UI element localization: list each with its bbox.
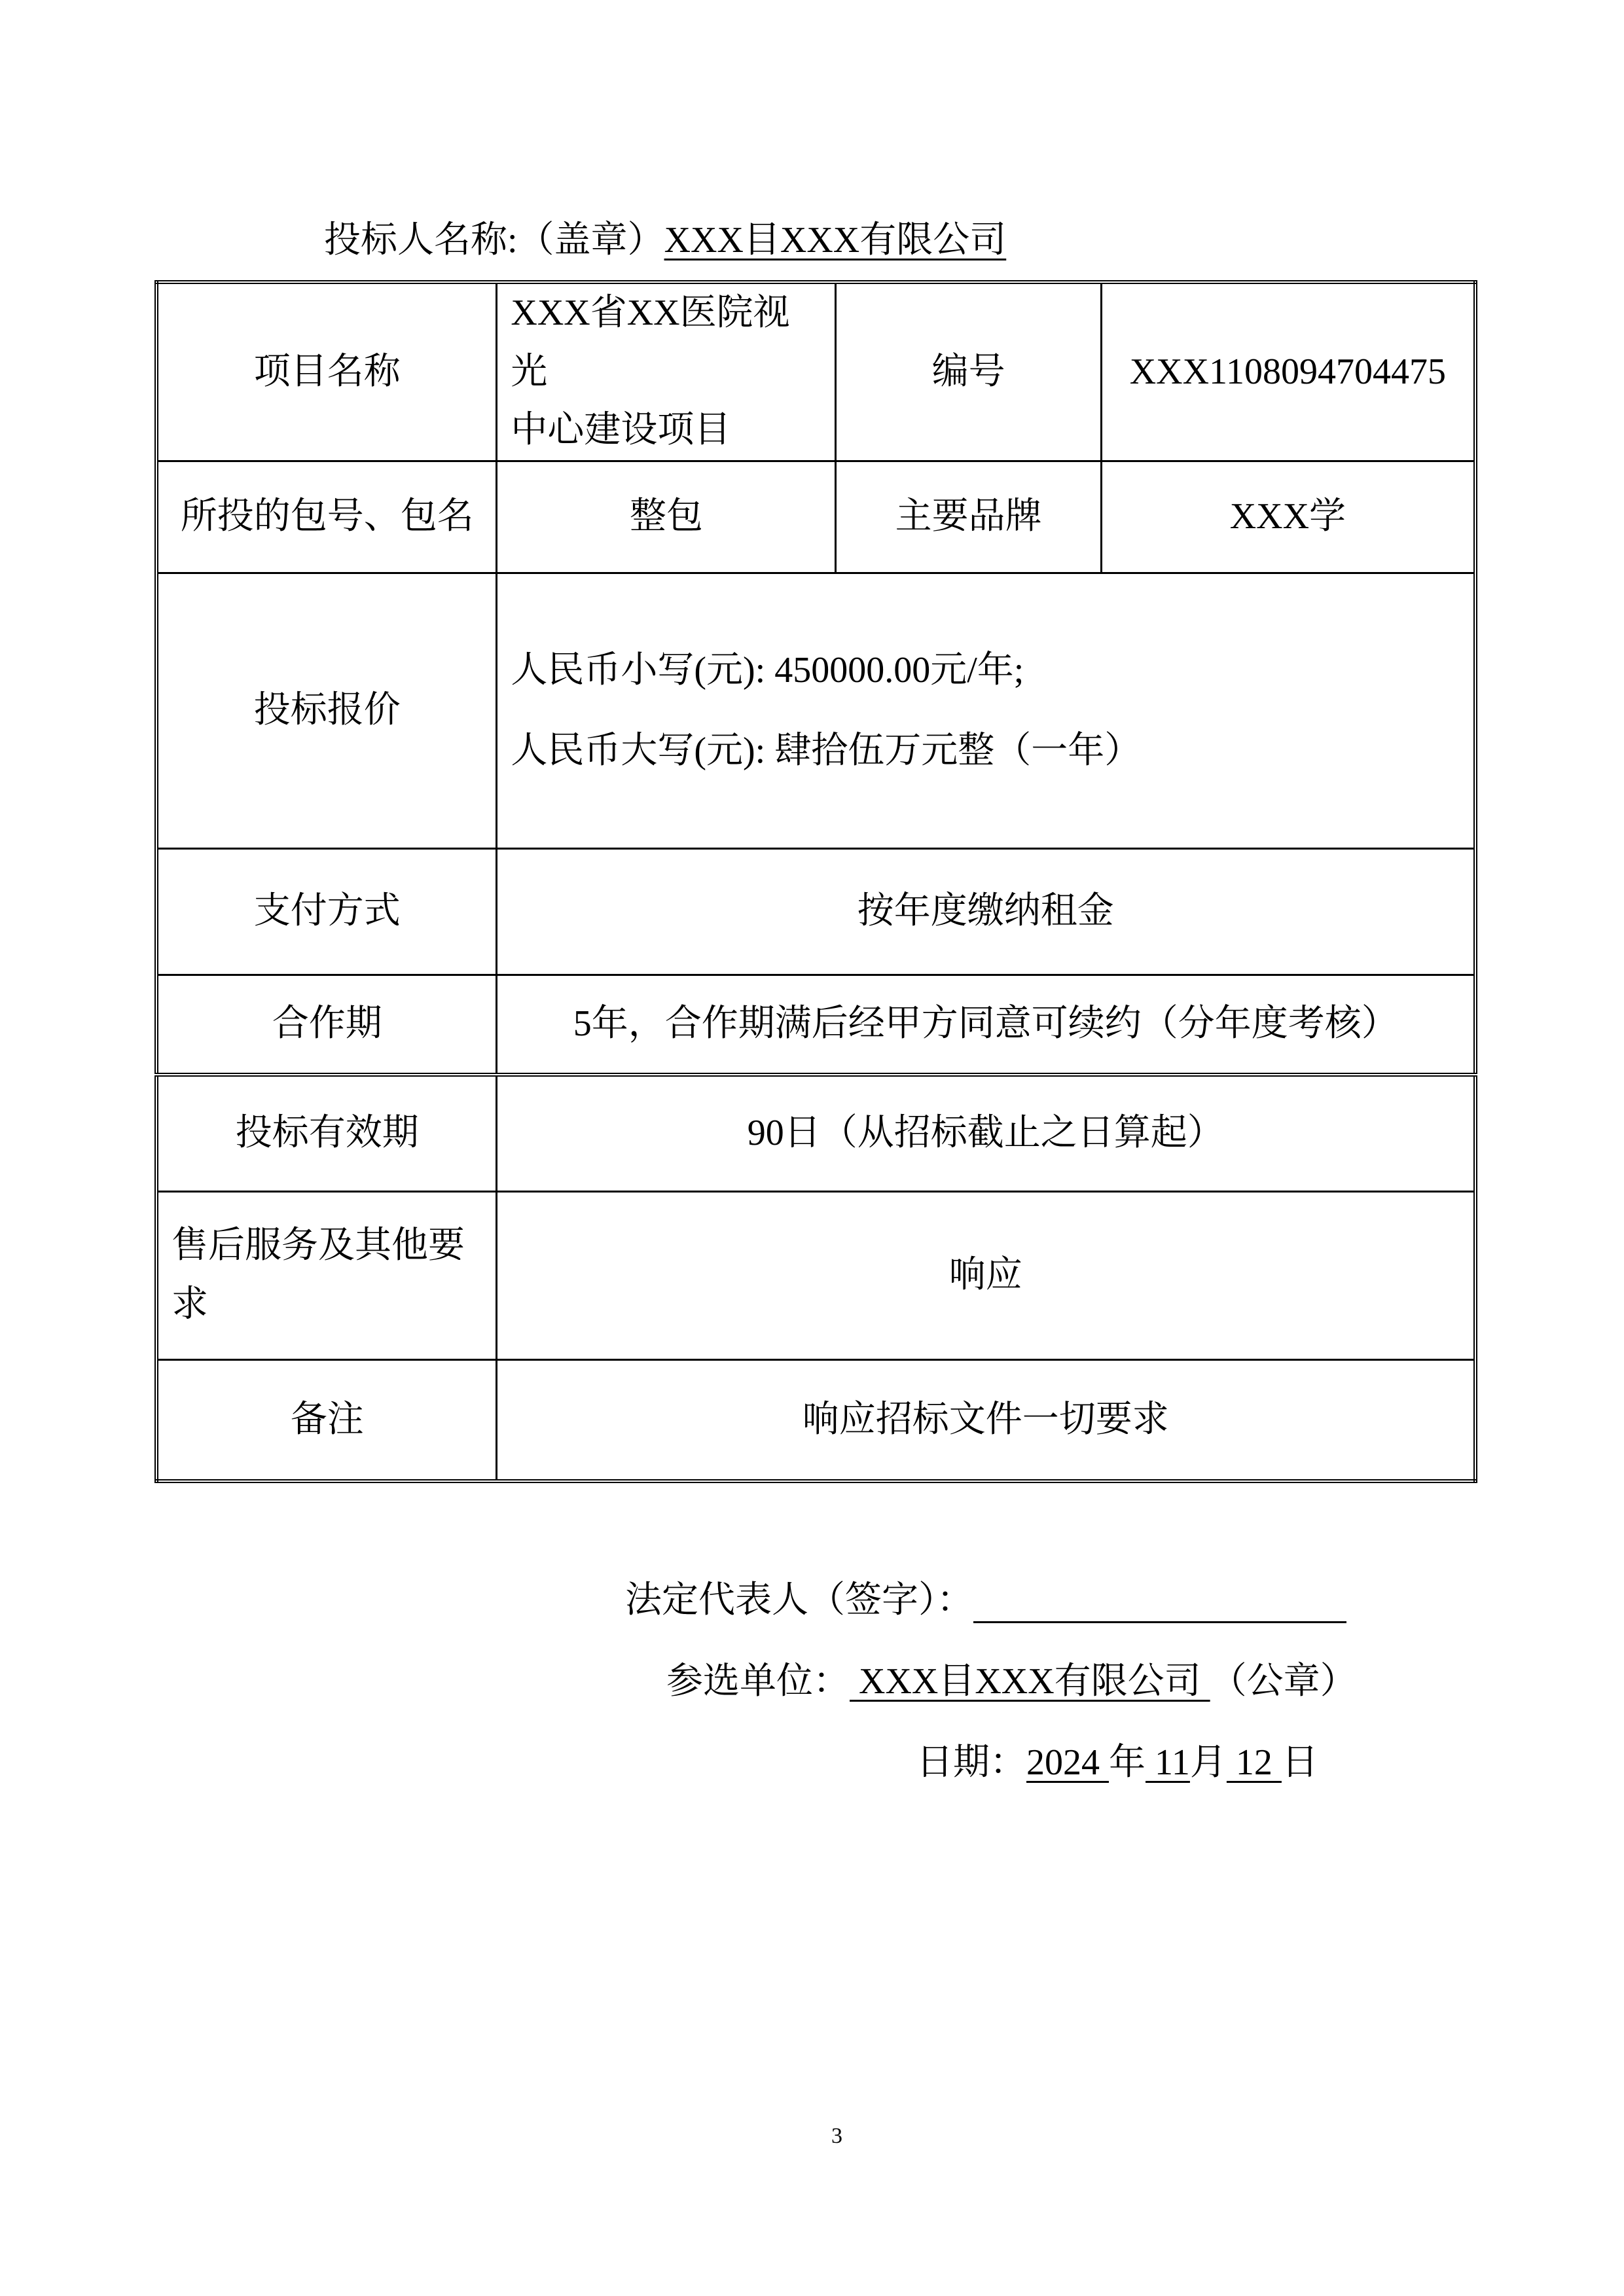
package-label: 所投的包号、包名 <box>156 461 497 573</box>
legal-rep-line <box>625 1571 1346 1623</box>
table-row <box>156 1359 1475 1481</box>
remark-label: 备注 <box>156 1359 497 1481</box>
number-label: 编号 <box>836 282 1101 461</box>
date-year: 2024 <box>1026 1742 1109 1783</box>
legal-rep-label: 法定代表人（签字）： <box>625 1580 973 1621</box>
page-number: 3 <box>831 2124 842 2148</box>
table-row <box>156 1191 1475 1359</box>
table-row <box>156 573 1475 848</box>
price-value <box>497 573 1475 848</box>
bidder-label: 投标人名称:（盖章） <box>324 220 664 260</box>
unit-value: XXX目XXX有限公司 <box>850 1661 1210 1702</box>
day-suffix: 日 <box>1281 1742 1318 1783</box>
month-suffix: 月 <box>1189 1742 1227 1783</box>
date-label: 日期： <box>916 1742 1026 1783</box>
price-upper: 人民币大写(元): 肆拾伍万元整（一年） <box>511 730 1142 771</box>
table-row <box>156 1075 1475 1191</box>
date-day: 12 <box>1226 1742 1282 1783</box>
price-label: 投标报价 <box>156 573 497 848</box>
brand-label: 主要品牌 <box>836 461 1101 573</box>
table-row <box>156 975 1475 1075</box>
date-line <box>916 1733 1318 1785</box>
project-name-line2: 中心建设项目 <box>511 410 731 451</box>
table-row <box>156 282 1475 461</box>
table-row <box>156 848 1475 975</box>
date-month: 11 <box>1146 1742 1190 1783</box>
price-lower: 人民币小写(元): 450000.00元/年; <box>511 649 1024 691</box>
remark-value: 响应招标文件一切要求 <box>497 1359 1475 1481</box>
signature-blank <box>973 1588 1346 1623</box>
project-name-label: 项目名称 <box>156 282 497 461</box>
project-name-value <box>497 282 836 461</box>
validity-value: 90日（从招标截止之日算起） <box>497 1075 1475 1191</box>
period-value: 5年，合作期满后经甲方同意可续约（分年度考核） <box>497 975 1475 1075</box>
table-row <box>156 461 1475 573</box>
package-value: 整包 <box>497 461 836 573</box>
bid-summary-table <box>154 280 1477 1483</box>
brand-value: XXX学 <box>1101 461 1475 573</box>
year-suffix: 年 <box>1109 1742 1146 1783</box>
payment-value: 按年度缴纳租金 <box>497 848 1475 975</box>
unit-label: 参选单位： <box>666 1661 850 1702</box>
payment-label: 支付方式 <box>156 848 497 975</box>
number-value: XXX1108094704475 <box>1101 282 1475 461</box>
unit-line <box>666 1652 1357 1704</box>
bidder-line <box>324 211 1006 263</box>
unit-suffix: （公章） <box>1210 1661 1357 1702</box>
period-label: 合作期 <box>156 975 497 1075</box>
validity-label: 投标有效期 <box>156 1075 497 1191</box>
bidder-company: XXX目XXX有限公司 <box>664 220 1007 260</box>
service-value: 响应 <box>497 1191 1475 1359</box>
project-name-line1: XXX省XX医院视光 <box>511 293 790 392</box>
service-label: 售后服务及其他要求 <box>156 1191 497 1359</box>
